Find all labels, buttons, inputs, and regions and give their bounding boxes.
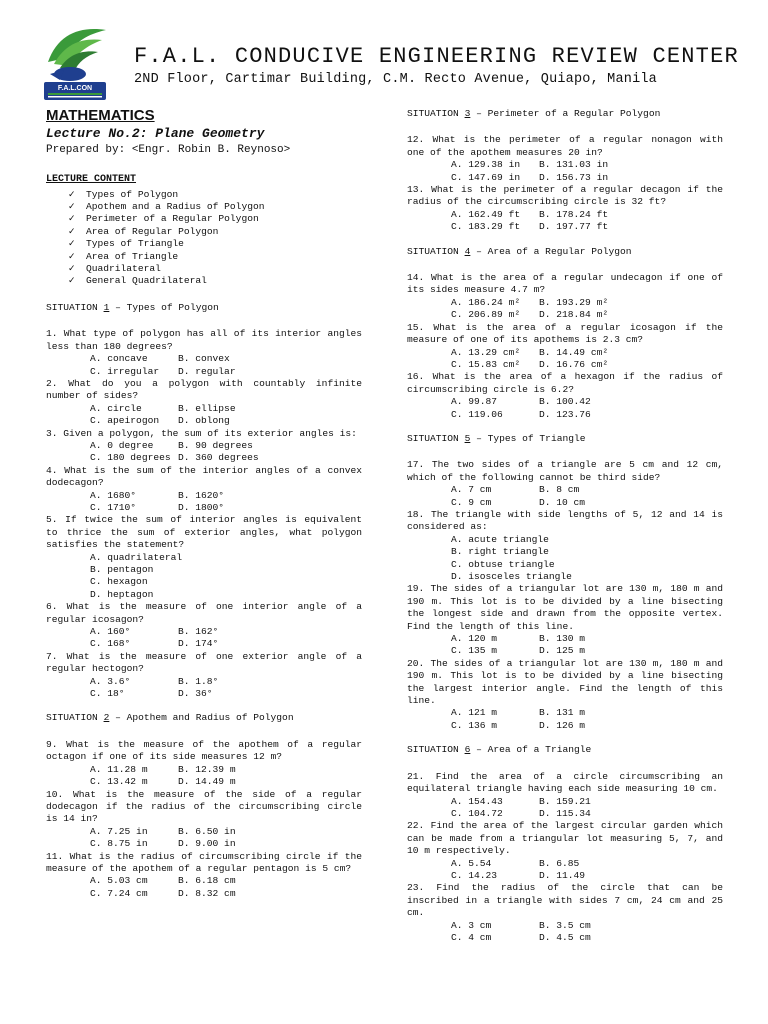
question-text: 10. What is the measure of the side of a regular dodecagon if the radius of the circumscribing circle is 14 in?	[46, 788, 362, 825]
answer-option: C. 14.23	[451, 869, 498, 881]
answer-option: D. 1800°	[178, 501, 225, 513]
list-item	[68, 251, 362, 263]
answer-option: C. obtuse triangle	[451, 558, 555, 570]
heading-text: – Types of Polygon	[109, 301, 219, 313]
answer-option: D. 16.76 cm²	[539, 358, 609, 370]
heading-text: Apothem and a Radius of Polygon	[86, 201, 265, 213]
question-text: 13. What is the perimeter of a regular decagon if the radius of the circumscribing circle is 32 ft?	[407, 184, 723, 208]
falcon-logo	[40, 24, 110, 104]
answer-option: B. pentagon	[90, 564, 154, 575]
question-text: 21. Find the area of a circle circumscribing an equilateral triangle having each side measuring 10 cm.	[407, 770, 723, 795]
answer-option: B. 130 m	[539, 633, 586, 645]
answer-option: C. 136 m	[451, 719, 498, 731]
question-text: 22. Find the area of the largest circular garden which can be made from a triangular lot measuring 5, 7, and 10 m respectively.	[407, 820, 723, 857]
answer-option: D. 9.00 in	[178, 838, 236, 850]
checkmark-icon: ✓	[68, 276, 76, 287]
situation-heading	[46, 712, 362, 724]
list-item	[68, 226, 362, 238]
answer-option: A. 5.54	[451, 857, 492, 869]
answer-option: B. 6.50 in	[178, 825, 236, 837]
answer-option: A. 1680°	[90, 489, 137, 501]
lecture-content-heading: LECTURE CONTENT	[46, 174, 137, 186]
answer-option: C. 1710°	[90, 501, 137, 513]
answer-option: D. 10 cm	[539, 496, 586, 508]
answer-options	[451, 347, 723, 372]
answer-option: A. 162.49 ft	[451, 208, 521, 220]
subject-title: MATHEMATICS	[46, 107, 155, 124]
answer-option: C. irregular	[90, 365, 160, 377]
answer-option: B. 159.21	[539, 795, 591, 807]
checkmark-icon: ✓	[68, 189, 76, 200]
answer-option: D. 360 degrees	[178, 452, 259, 464]
heading-text: SITUATION	[407, 245, 465, 257]
prepared-by: Prepared by: <Engr. Robin B. Reynoso>	[46, 143, 291, 156]
answer-option: C. 135 m	[451, 645, 498, 657]
checkmark-icon: ✓	[68, 239, 76, 250]
answer-option: A. 120 m	[451, 633, 498, 645]
org-address: 2ND Floor, Cartimar Building, C.M. Recto Avenue, Quiapo, Manila	[134, 72, 657, 87]
lecture-title: Lecture No.2: Plane Geometry	[46, 126, 265, 142]
answer-option: A. 186.24 m²	[451, 296, 521, 308]
heading-text: Quadrilateral	[86, 263, 161, 275]
heading-text: SITUATION	[407, 108, 465, 119]
heading-text: Perimeter of a Regular Polygon	[86, 213, 259, 225]
situation-heading	[407, 108, 723, 120]
question-text: 15. What is the area of a regular icosagon if the measure of one of its apothems is 2.3 cm?	[407, 321, 723, 346]
answer-option: A. 0 degree	[90, 439, 154, 451]
answer-option: B. 6.85	[539, 857, 580, 869]
question-text: 23. Find the radius of the circle that can be inscribed in a triangle with sides 7 cm, 24 cm and 25 cm.	[407, 882, 723, 919]
answer-option: D. 11.49	[539, 869, 586, 881]
answer-option: D. 4.5 cm	[539, 931, 591, 943]
answer-option: A. 99.87	[451, 396, 498, 408]
answer-option: A. 160°	[90, 626, 131, 638]
answer-option: A. 129.38 in	[451, 159, 521, 171]
answer-option: B. 193.29 m²	[539, 296, 609, 308]
answer-option: D. oblong	[178, 415, 230, 427]
answer-option: A. circle	[90, 402, 142, 414]
heading-text: – Area of a Regular Polygon	[470, 245, 632, 257]
answer-option: C. 7.24 cm	[90, 887, 148, 899]
question-text: 4. What is the sum of the interior angles of a convex dodecagon?	[46, 464, 362, 489]
answer-option: C. 104.72	[451, 807, 503, 819]
list-item	[68, 189, 362, 201]
org-name: F.A.L. CONDUCIVE ENGINEERING REVIEW CENTER	[134, 44, 739, 69]
answer-option: C. 4 cm	[451, 931, 492, 943]
heading-text: 5	[464, 432, 471, 444]
answer-options	[451, 484, 723, 509]
question-text: 9. What is the measure of the apothem of a regular octagon if one of its side measures 12 m?	[46, 738, 362, 763]
answer-option: D. 125 m	[539, 645, 586, 657]
heading-text: – Apothem and Radius of Polygon	[109, 712, 294, 724]
heading-text: SITUATION	[46, 301, 104, 313]
answer-options	[451, 858, 723, 883]
answer-option: D. 197.77 ft	[539, 221, 609, 233]
answer-option: A. 7.25 in	[90, 825, 148, 837]
answer-option: B. 3.5 cm	[539, 919, 591, 931]
answer-option: A. acute triangle	[451, 533, 549, 545]
answer-options	[90, 552, 362, 602]
heading-text: 6	[464, 744, 471, 756]
answer-option: D. 36°	[178, 688, 213, 700]
answer-options	[451, 633, 723, 658]
logo-text: F.A.L.CON	[57, 85, 93, 92]
answer-option: B. 14.49 cm²	[539, 346, 609, 358]
answer-options	[90, 875, 362, 900]
answer-option: D. 14.49 m	[178, 776, 236, 788]
heading-text: – Perimeter of a Regular Polygon	[470, 108, 661, 119]
heading-text: Area of Regular Polygon	[86, 225, 219, 237]
answer-option: B. 12.39 m	[178, 763, 236, 775]
answer-option: C. 8.75 in	[90, 838, 148, 850]
answer-option: A. 13.29 cm²	[451, 346, 521, 358]
question-text: 1. What type of polygon has all of its interior angles less than 180 degrees?	[46, 328, 362, 352]
answer-options	[451, 920, 723, 945]
heading-text: SITUATION	[46, 712, 104, 724]
question-text: 16. What is the area of a hexagon if the radius of circumscribing circle is 6.2?	[407, 371, 723, 395]
question-text: 20. The sides of a triangular lot are 130 m, 180 m and 190 m. This lot is to be divided by a line bisecting the largest interior angle. Find the length of this line.	[407, 657, 723, 707]
answer-options	[451, 707, 723, 732]
answer-option: B. 6.18 cm	[178, 875, 236, 887]
answer-option: A. 3.6°	[90, 675, 131, 687]
question-text: 7. What is the measure of one exterior angle of a regular hectogon?	[46, 650, 362, 675]
answer-option: D. 126 m	[539, 719, 586, 731]
answer-options	[451, 297, 723, 322]
answer-options	[90, 764, 362, 789]
checkmark-icon: ✓	[68, 251, 76, 262]
answer-options	[451, 796, 723, 821]
right-column	[407, 108, 723, 944]
checkmark-icon: ✓	[68, 214, 76, 225]
situation-heading	[407, 433, 723, 445]
question-text: 14. What is the area of a regular undecagon if one of its sides measure 4.7 m?	[407, 272, 723, 296]
question-text: 19. The sides of a triangular lot are 130 m, 180 m and 190 m. This lot is to be divided by a line bisecting the longest side and drawn from the opposite vertex. Find the length of this line.	[407, 583, 723, 632]
answer-option: A. 3 cm	[451, 919, 492, 931]
answer-option: C. 183.29 ft	[451, 221, 521, 233]
heading-text: General Quadrilateral	[86, 275, 207, 287]
list-item	[68, 238, 362, 250]
answer-options	[451, 534, 723, 584]
heading-text: Types of Triangle	[86, 238, 184, 250]
answer-option: B. ellipse	[178, 402, 236, 414]
answer-option: B. right triangle	[451, 546, 549, 558]
answer-option: C. 15.83 cm²	[451, 358, 521, 370]
heading-text: SITUATION	[407, 744, 465, 756]
checkmark-icon: ✓	[68, 264, 76, 275]
heading-text: 2	[103, 712, 110, 724]
answer-option: A. 154.43	[451, 795, 503, 807]
heading-text: Types of Polygon	[86, 188, 179, 200]
answer-options	[90, 676, 362, 701]
list-item	[68, 201, 362, 213]
question-text: 17. The two sides of a triangle are 5 cm and 12 cm, which of the following cannot be third side?	[407, 459, 723, 483]
answer-options	[451, 159, 723, 184]
answer-option: B. 90 degrees	[178, 439, 253, 451]
situation-heading	[407, 246, 723, 258]
answer-option: C. 9 cm	[451, 496, 492, 508]
answer-option: C. 168°	[90, 638, 131, 650]
answer-option: B. convex	[178, 353, 230, 365]
answer-option: D. isosceles triangle	[451, 571, 572, 582]
answer-option: B. 131 m	[539, 707, 586, 719]
answer-option: C. hexagon	[90, 576, 148, 588]
answer-option: A. concave	[90, 353, 148, 365]
answer-options	[90, 826, 362, 851]
answer-option: A. 11.28 m	[90, 763, 148, 775]
answer-options	[451, 396, 723, 421]
answer-option: B. 178.24 ft	[539, 208, 609, 220]
heading-text: SITUATION	[407, 432, 465, 444]
answer-option: C. 119.06	[451, 408, 503, 420]
left-column	[46, 108, 362, 900]
list-item	[68, 213, 362, 225]
answer-option: D. 8.32 cm	[178, 887, 236, 899]
answer-option: B. 1620°	[178, 489, 225, 501]
checkmark-icon: ✓	[68, 226, 76, 237]
heading-text: – Area of a Triangle	[470, 744, 592, 756]
lecture-content-list	[68, 189, 362, 288]
checkmark-icon: ✓	[68, 202, 76, 213]
answer-options	[90, 353, 362, 378]
heading-text: 4	[464, 245, 471, 257]
answer-option: B. 162°	[178, 626, 219, 638]
question-text: 5. If twice the sum of interior angles is equivalent to thrice the sum of exterior angles, what polygon satisfies the statement?	[46, 514, 362, 551]
question-text: 12. What is the perimeter of a regular nonagon with one of the apothem measures 20 in?	[407, 134, 723, 158]
answer-option: B. 8 cm	[539, 484, 580, 496]
question-text: 11. What is the radius of circumscribing circle if the measure of the apothem of a regular pentagon is 5 cm?	[46, 850, 362, 874]
answer-option: C. 147.69 in	[451, 171, 521, 183]
question-text: 18. The triangle with side lengths of 5, 12 and 14 is considered as:	[407, 508, 723, 533]
answer-option: C. apeirogon	[90, 415, 160, 427]
answer-option: A. 7 cm	[451, 484, 492, 496]
answer-option: D. regular	[178, 365, 236, 377]
heading-text: – Types of Triangle	[470, 432, 586, 444]
answer-option: D. 123.76	[539, 408, 591, 420]
answer-option: D. 115.34	[539, 807, 591, 819]
answer-option: C. 206.89 m²	[451, 309, 521, 321]
answer-option: B. 131.03 in	[539, 159, 609, 171]
situation-heading	[407, 744, 723, 756]
answer-option: D. 218.84 m²	[539, 309, 609, 321]
answer-options	[90, 440, 362, 465]
answer-options	[90, 626, 362, 651]
heading-text: 3	[464, 108, 471, 119]
heading-text: Area of Triangle	[86, 250, 179, 262]
answer-options	[90, 403, 362, 428]
question-text: 2. What do you a polygon with countably infinite number of sides?	[46, 377, 362, 402]
answer-option: D. 156.73 in	[539, 171, 609, 183]
answer-options	[90, 490, 362, 515]
answer-option: D. heptagon	[90, 588, 154, 600]
situation-heading	[46, 302, 362, 314]
heading-text: 1	[103, 301, 110, 313]
answer-option: B. 100.42	[539, 396, 591, 408]
answer-option: C. 180 degrees	[90, 452, 171, 464]
answer-option: D. 174°	[178, 638, 219, 650]
answer-option: A. 121 m	[451, 707, 498, 719]
answer-option: C. 13.42 m	[90, 776, 148, 788]
answer-option: A. quadrilateral	[90, 551, 183, 563]
question-text: 3. Given a polygon, the sum of its exterior angles is:	[46, 427, 357, 439]
page-header	[0, 0, 768, 100]
list-item	[68, 263, 362, 275]
question-text: 6. What is the measure of one interior angle of a regular icosagon?	[46, 601, 362, 625]
answer-option: A. 5.03 cm	[90, 875, 148, 887]
answer-options	[451, 209, 723, 234]
answer-option: C. 18°	[90, 688, 125, 700]
answer-option: B. 1.8°	[178, 675, 219, 687]
list-item	[68, 275, 362, 287]
